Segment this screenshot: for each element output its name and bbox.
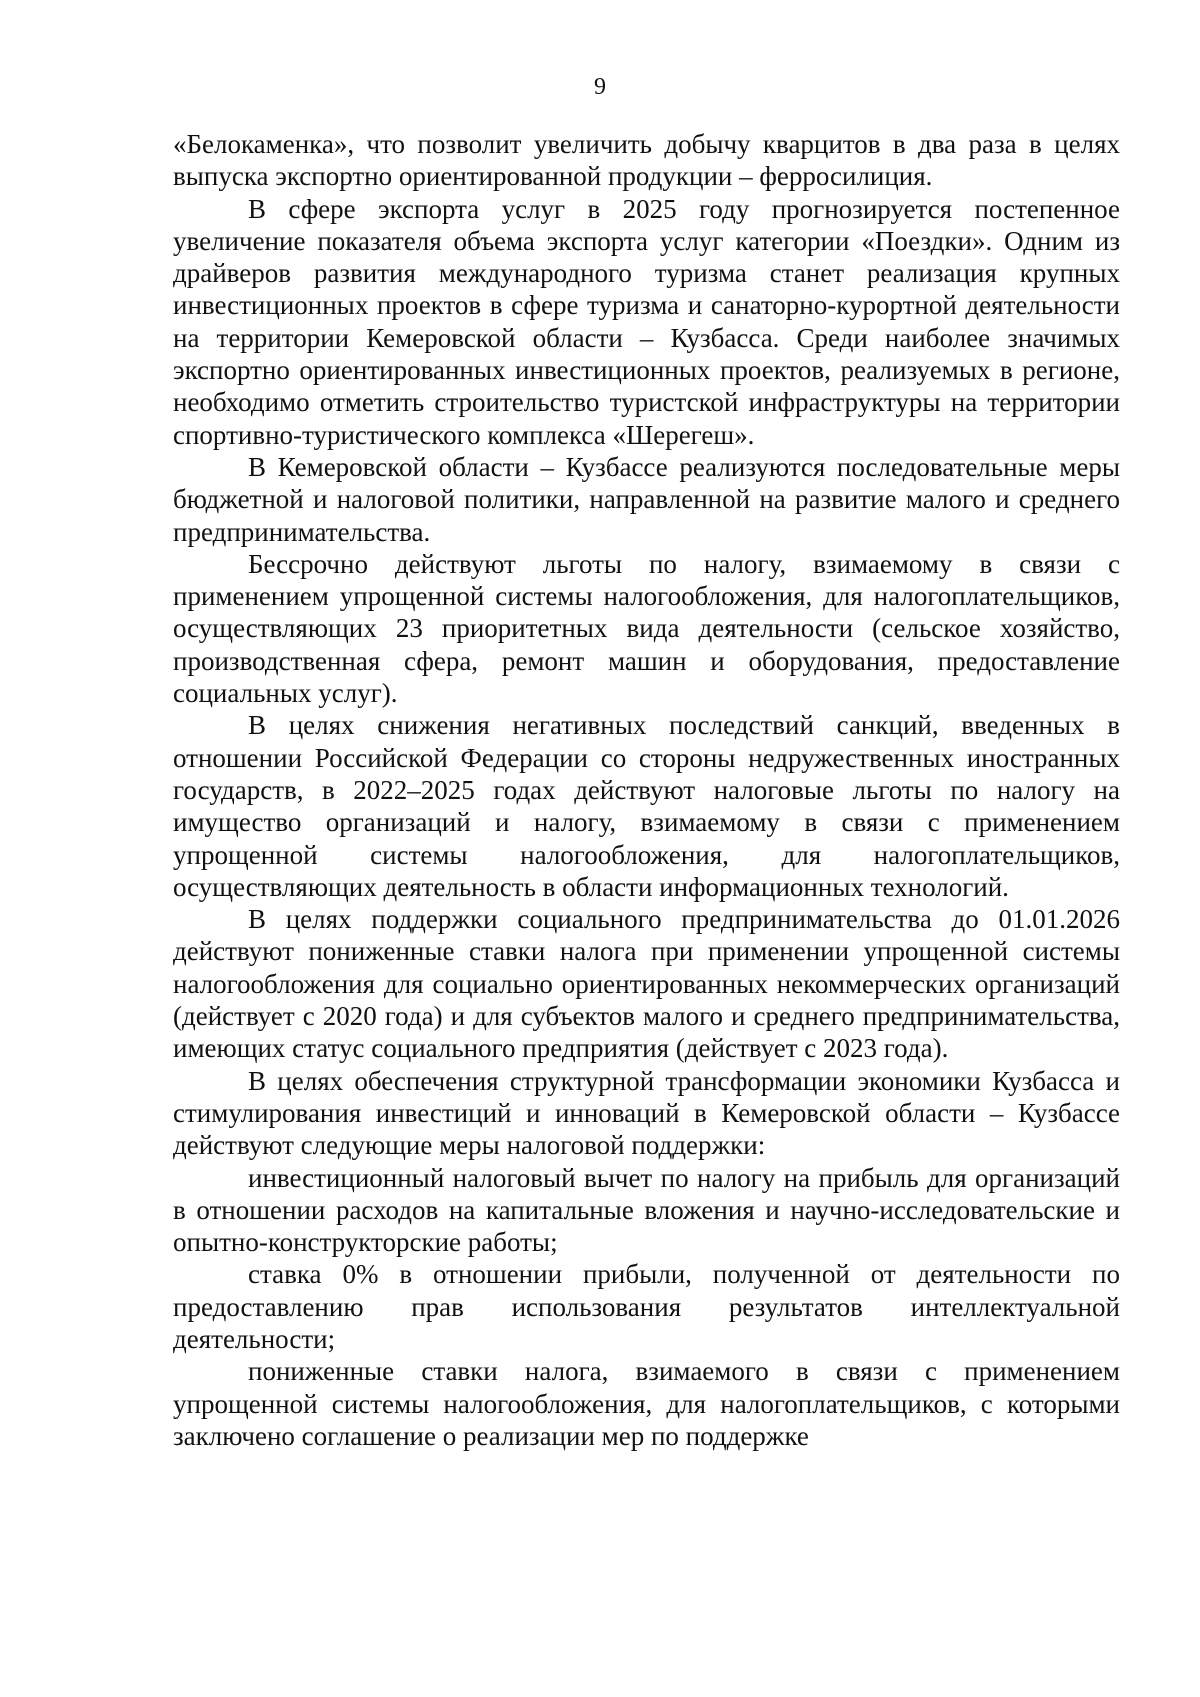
list-item-zero-rate: ставка 0% в отношении прибыли, полученной от деятельности по предоставлению прав использования результатов интеллектуальной деятельности; [173, 1259, 1120, 1354]
paragraph-tax-benefits-usn: Бессрочно действуют льготы по налогу, взимаемому в связи с применением упрощенной системы налогообложения, для налогоплательщиков, осуществляющих 23 приоритетных вида деятельности (сельское хозяйство, производственная сфера, ремонт машин и оборудования, предоставление социальных услуг). [173, 548, 1120, 709]
paragraph-services-export: В сфере экспорта услуг в 2025 году прогнозируется постепенное увеличение показателя объема экспорта услуг категории «Поездки». Одним из драйверов развития международного туризма станет реализация крупных инвестиционных проектов в сфере туризма и санаторно-курортной деятельности на территории Кемеровской области – Кузбасса. Среди наиболее значимых экспортно ориентированных инвестиционных проектов, реализуемых в регионе, необходимо отметить строительство туристской инфраструктуры на территории спортивно-туристического комплекса «Шерегеш». [173, 193, 1120, 450]
list-item-reduced-rates: пониженные ставки налога, взимаемого в связи с применением упрощенной системы налогообложения, для налогоплательщиков, с которыми заключено соглашение о реализации мер по поддержке [173, 1356, 1120, 1451]
list-item-investment-deduction: инвестиционный налоговый вычет по налогу на прибыль для организаций в отношении расходов на капитальные вложения и научно-исследовательские и опытно-конструкторские работы; [173, 1162, 1120, 1258]
paragraph-continuation: «Белокаменка», что позволит увеличить добычу кварцитов в два раза в целях выпуска экспортно ориентированной продукции – ферросилиция. [173, 129, 1120, 192]
paragraph-sanctions-measures: В целях снижения негативных последствий санкций, введенных в отношении Российской Федерации со стороны недружественных иностранных государств, в 2022–2025 годах действуют налоговые льготы по налогу на имущество организаций и налогу, взимаемому в связи с применением упрощенной системы налогообложения, для налогоплательщиков, осуществляющих деятельность в области информационных технологий. [173, 710, 1120, 902]
document-body [173, 128, 1120, 1452]
paragraph-structural-transformation: В целях обеспечения структурной трансформации экономики Кузбасса и стимулирования инвестиций и инноваций в Кемеровской области – Кузбассе действуют следующие меры налоговой поддержки: [173, 1065, 1120, 1161]
page-number: 9 [594, 74, 606, 100]
paragraph-policy-measures: В Кемеровской области – Кузбассе реализуются последовательные меры бюджетной и налоговой политики, направленной на развитие малого и среднего предпринимательства. [173, 451, 1120, 547]
paragraph-social-entrepreneurship: В целях поддержки социального предпринимательства до 01.01.2026 действуют пониженные ставки налога при применении упрощенной системы налогообложения для социально ориентированных некоммерческих организаций (действует с 2020 года) и для субъектов малого и среднего предпринимательства, имеющих статус социального предприятия (действует с 2023 года). [173, 904, 1120, 1064]
